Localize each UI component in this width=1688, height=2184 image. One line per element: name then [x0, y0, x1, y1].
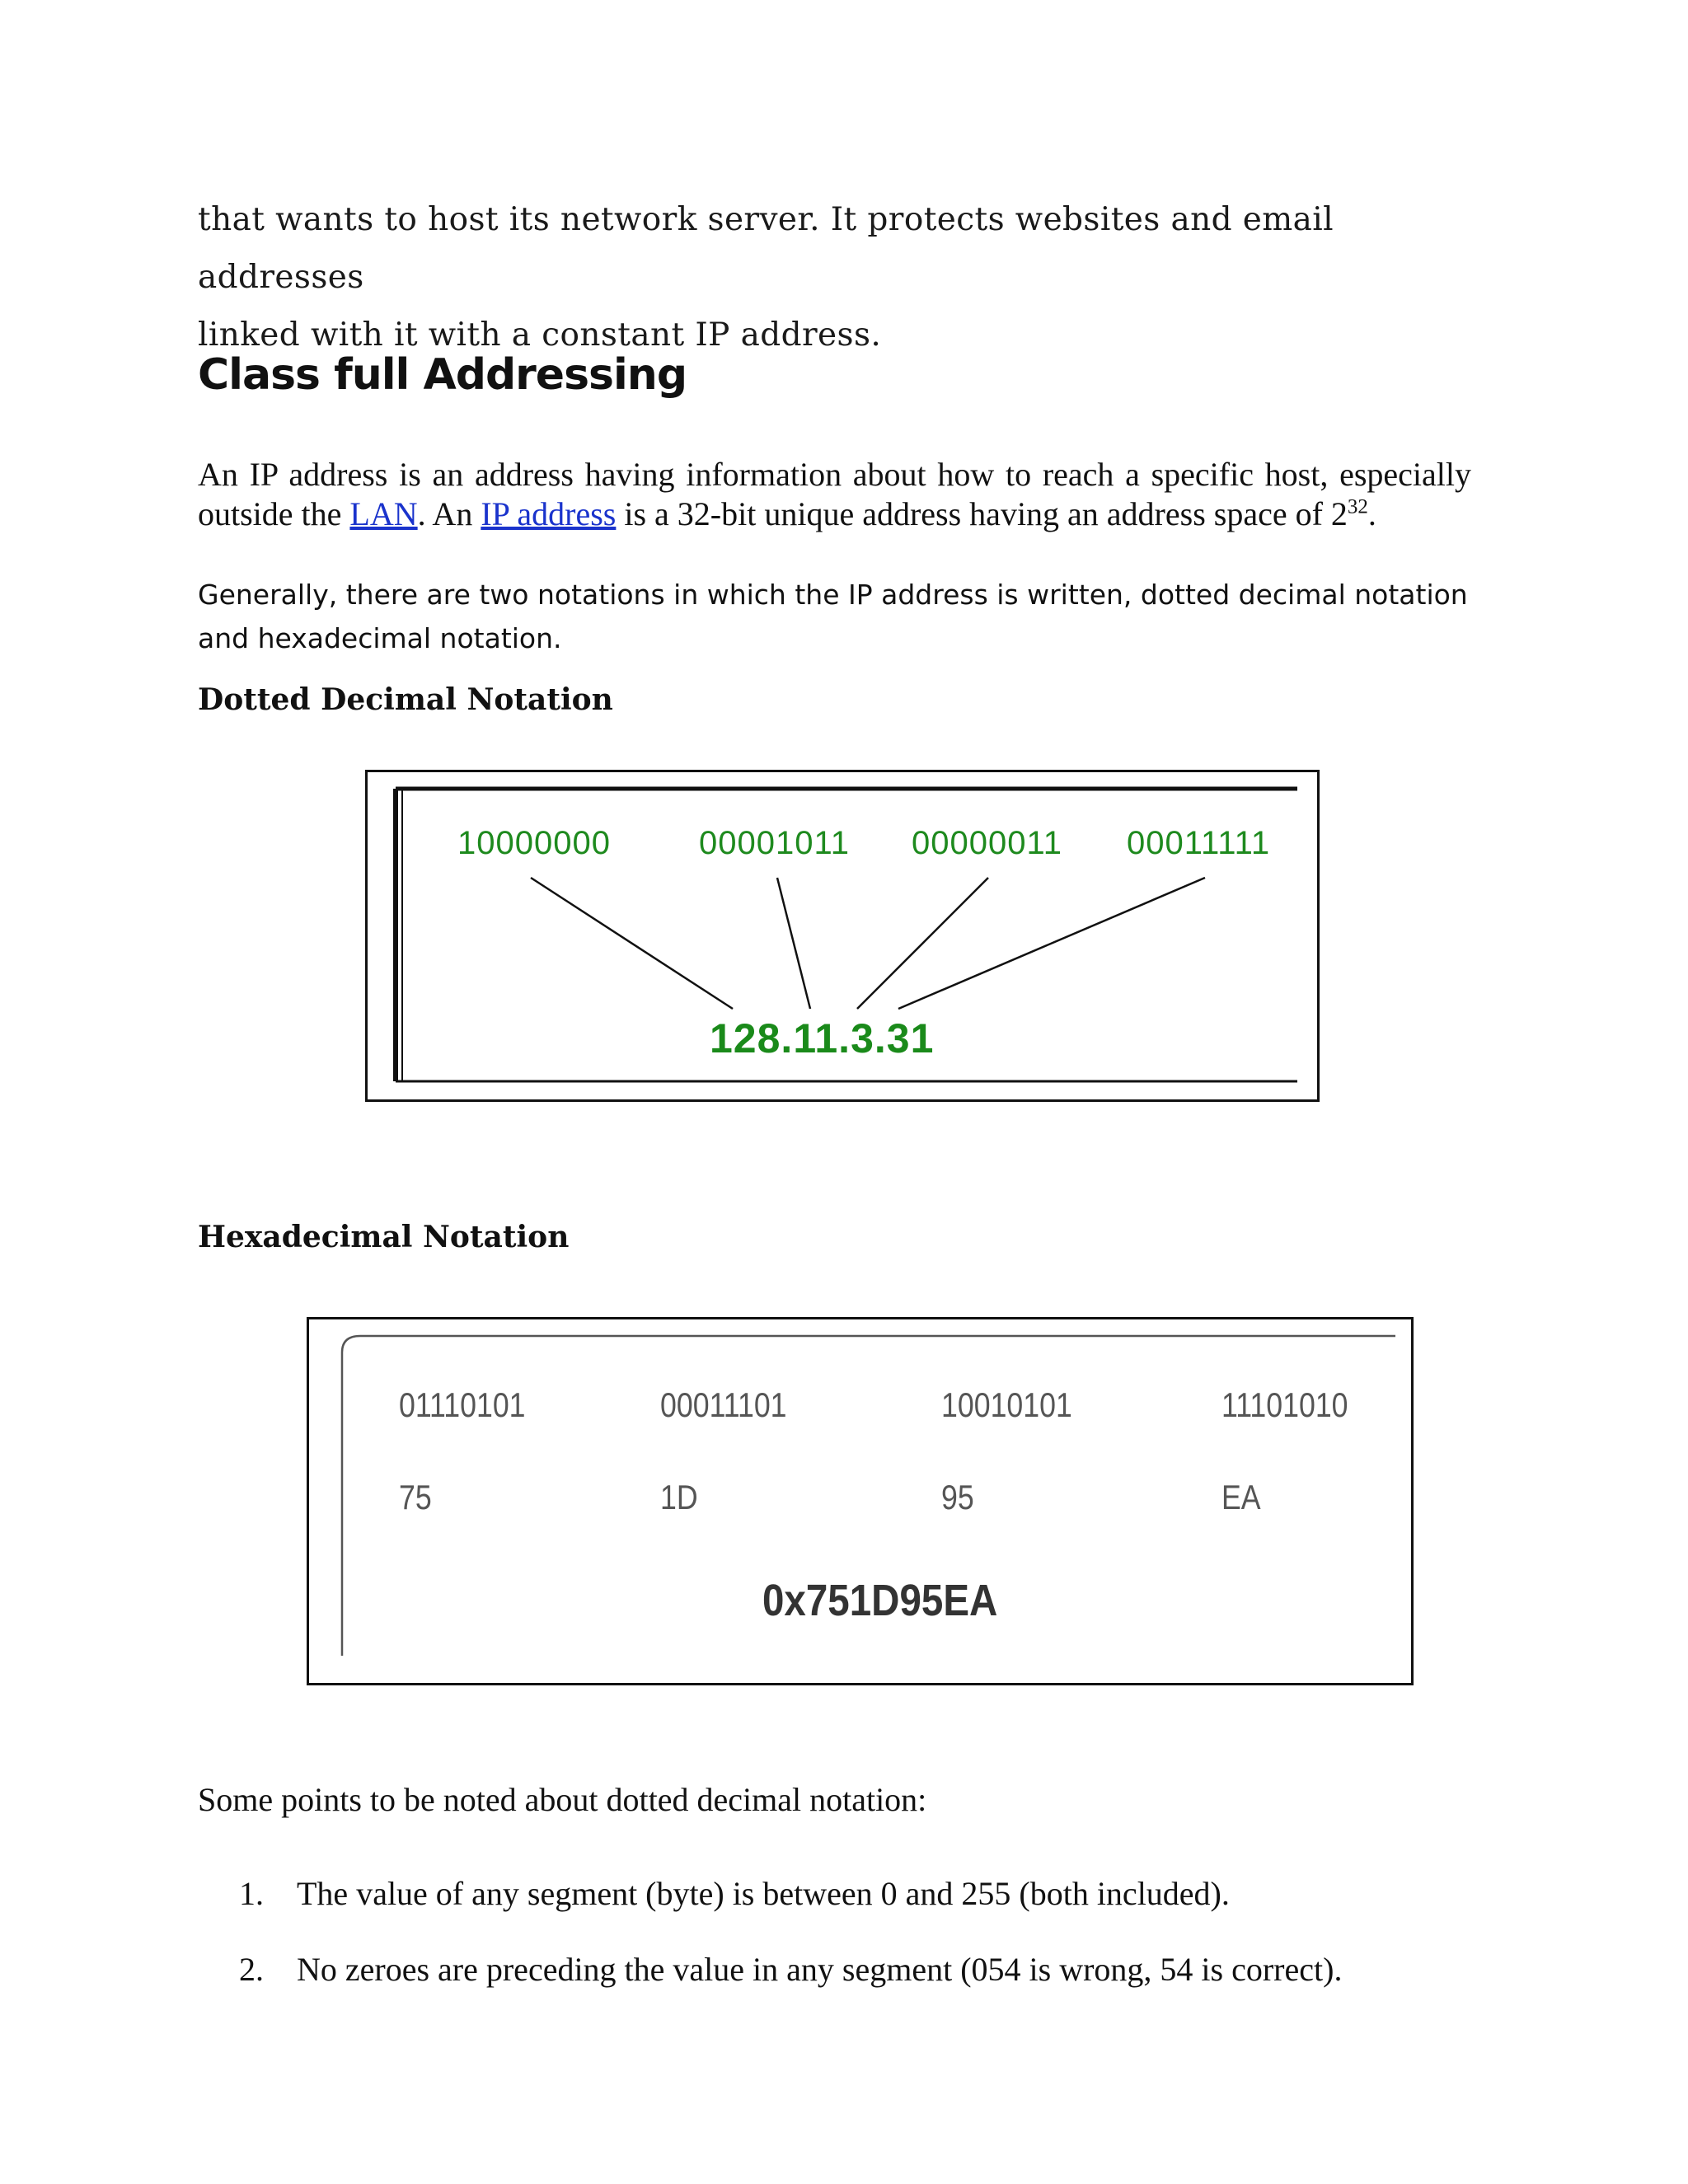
- paragraph-text-2: . An: [417, 495, 481, 532]
- list-item: [239, 1932, 1342, 2008]
- dotted-decimal-figure: [365, 770, 1320, 1102]
- dotted-result: 128.11.3.31: [710, 1015, 935, 1062]
- hexadecimal-heading: Hexadecimal Notation: [198, 1220, 570, 1254]
- binary-4: 11101010: [1221, 1385, 1348, 1424]
- lan-link[interactable]: LAN: [349, 495, 418, 532]
- paragraph-text-1: An IP address is an address having information about how to reach a specific host, especially outside the: [198, 456, 1471, 532]
- octet-1: 10000000: [457, 825, 611, 861]
- octet-4: 00011111: [1127, 825, 1271, 861]
- list-item: [239, 1856, 1342, 1932]
- list-text: No zeroes are preceding the value in any segment (054 is wrong, 54 is correct).: [297, 1951, 1343, 1988]
- paragraph-text-4: .: [1367, 495, 1376, 532]
- points-intro: Some points to be noted about dotted decimal notation:: [198, 1781, 927, 1818]
- section-heading: Class full Addressing: [198, 350, 687, 400]
- paragraph-text-3: is a 32-bit unique address having an address space of 2: [616, 495, 1348, 532]
- dotted-decimal-heading: Dotted Decimal Notation: [198, 682, 613, 717]
- binary-3: 10010101: [941, 1385, 1072, 1424]
- intro-text: [198, 191, 1484, 364]
- octet-2: 00001011: [699, 825, 850, 861]
- ip-address-link[interactable]: IP address: [481, 495, 617, 532]
- intro-line-2: linked with it with a constant IP address.: [198, 316, 882, 354]
- hex-3: 95: [941, 1478, 974, 1516]
- octet-3: 00000011: [912, 825, 1062, 861]
- intro-line-1: that wants to host its network server. It protects websites and email addresses: [198, 201, 1334, 296]
- hex-1: 75: [399, 1478, 432, 1516]
- hex-result: 0x751D95EA: [762, 1576, 998, 1625]
- hex-4: EA: [1221, 1478, 1261, 1516]
- list-number: 1.: [239, 1875, 264, 1912]
- ip-address-paragraph: [198, 455, 1471, 534]
- list-text: The value of any segment (byte) is between 0 and 255 (both included).: [297, 1875, 1230, 1912]
- binary-2: 00011101: [660, 1385, 787, 1424]
- points-list: [239, 1856, 1342, 2008]
- hex-2: 1D: [660, 1478, 698, 1516]
- list-number: 2.: [239, 1951, 264, 1988]
- exponent: 32: [1347, 495, 1368, 518]
- binary-1: 01110101: [399, 1385, 526, 1424]
- notations-text: Generally, there are two notations in which the IP address is written, dotted decimal notation and hexadecimal notation.: [198, 579, 1468, 654]
- hexadecimal-figure: [307, 1317, 1414, 1685]
